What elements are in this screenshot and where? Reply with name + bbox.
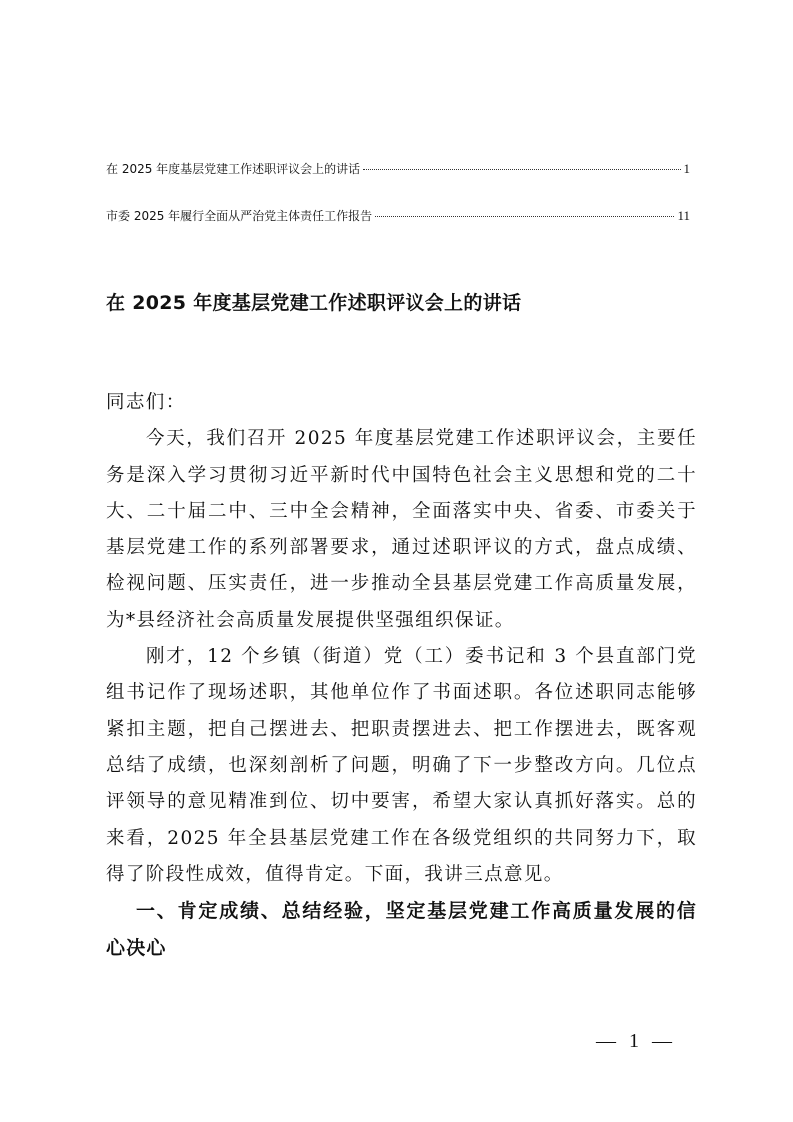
document-title: 在 2025 年度基层党建工作述职评议会上的讲话 xyxy=(106,292,522,314)
toc-entry-title: 市委 2025 年履行全面从严治党主体责任工作报告 xyxy=(106,209,373,223)
document-body xyxy=(106,385,697,967)
body-paragraph: 今天，我们召开 2025 年度基层党建工作述职评议会，主要任务是深入学习贯彻习近平新时代中国特色社会主义思想和党的二十大、二十届二中、三中全会精神，全面落实中央、省委、市委关于基层党建工作的系列部署要求，通过述职评议的方式，盘点成绩、检视问题、压实责任，进一步推动全县基层党建工作高质量发展，为*县经济社会高质量发展提供坚强组织保证。 xyxy=(106,428,697,631)
toc-leader-dots xyxy=(363,169,680,170)
page-number: — 1 — xyxy=(596,1030,676,1052)
toc-entry-page: 11 xyxy=(677,208,690,223)
section-heading: 一、肯定成绩、总结经验，坚定基层党建工作高质量发展的信心决心 xyxy=(106,900,697,960)
toc-entry-page: 1 xyxy=(683,161,690,176)
toc-entry[interactable] xyxy=(106,207,690,229)
toc-entry[interactable] xyxy=(106,160,690,182)
salutation: 同志们： xyxy=(106,392,186,413)
table-of-contents xyxy=(106,160,690,254)
toc-entry-title: 在 2025 年度基层党建工作述职评议会上的讲话 xyxy=(106,162,361,176)
body-paragraph: 刚才，12 个乡镇（街道）党（工）委书记和 3 个县直部门党组书记作了现场述职，其他单位作了书面述职。各位述职同志能够紧扣主题，把自己摆进去、把职责摆进去、把工作摆进去，既客观总结了成绩，也深刻剖析了问题，明确了下一步整改方向。几位点评领导的意见精准到位、切中要害，希望大家认真抓好落实。总的来看，2025 年全县基层党建工作在各级党组织的共同努力下，取得了阶段性成效，值得肯定。下面，我讲三点意见。 xyxy=(106,646,697,885)
toc-leader-dots xyxy=(375,216,674,217)
